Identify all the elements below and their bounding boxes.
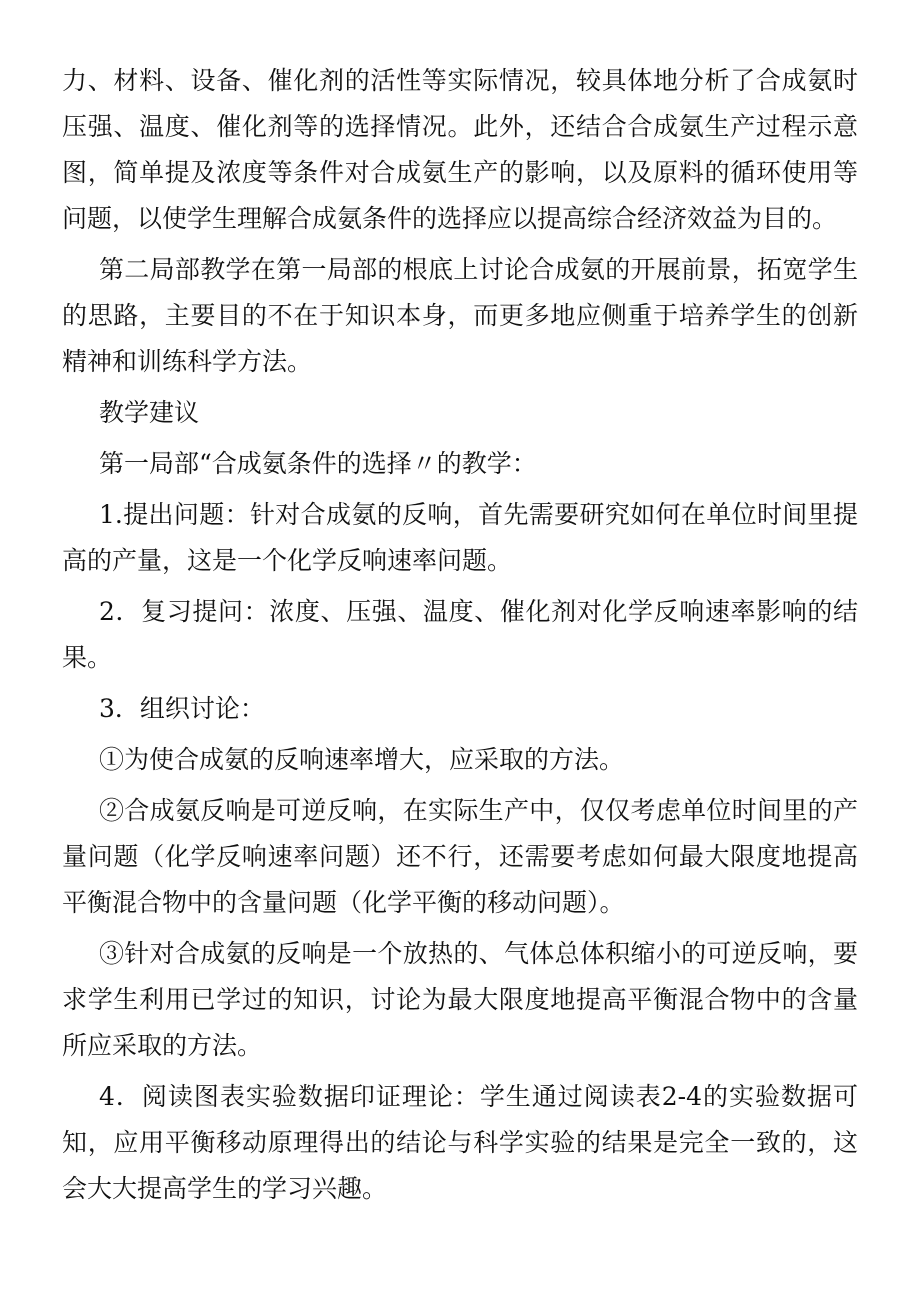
section-heading-teaching-suggestions: 教学建议 — [99, 398, 200, 427]
list-item-4: 4．阅读图表实验数据印证理论：学生通过阅读表2-4的实验数据可知，应用平衡移动原理得出的结论与科学实验的结果是完全一致的，这会大大提高学生的学习兴趣。 — [62, 1082, 858, 1203]
sub-item-circled-2: ②合成氨反响是可逆反响，在实际生产中，仅仅考虑单位时间里的产量问题（化学反响速率问题）还不行，还需要考虑如何最大限度地提高平衡混合物中的含量问题（化学平衡的移动问题）。 — [62, 796, 858, 917]
paragraph-part-two: 第二局部教学在第一局部的根底上讨论合成氨的开展前景，拓宽学生的思路，主要目的不在于知识本身，而更多地应侧重于培养学生的创新精神和训练科学方法。 — [62, 255, 858, 376]
paragraph-continuation: 力、材料、设备、催化剂的活性等实际情况，较具体地分析了合成氨时压强、温度、催化剂等的选择情况。此外，还结合合成氨生产过程示意图，简单提及浓度等条件对合成氨生产的影响，以及原料的循环使用等问题，以使学生理解合成氨条件的选择应以提高综合经济效益为目的。 — [62, 66, 858, 233]
sub-item-circled-3: ③针对合成氨的反响是一个放热的、气体总体积缩小的可逆反响，要求学生利用已学过的知识，讨论为最大限度地提高平衡混合物中的含量所应采取的方法。 — [62, 939, 858, 1060]
list-item-1: 1.提出问题：针对合成氨的反响，首先需要研究如何在单位时间里提高的产量，这是一个化学反响速率问题。 — [62, 500, 858, 575]
sub-item-circled-1: ①为使合成氨的反响速率增大，应采取的方法。 — [99, 745, 625, 774]
list-item-2: 2．复习提问：浓度、压强、温度、催化剂对化学反响速率影响的结果。 — [62, 597, 858, 672]
subheading-part-one: 第一局部“合成氨条件的选择〃的教学： — [99, 449, 537, 478]
list-item-3: 3．组织讨论： — [99, 694, 265, 723]
document-body — [62, 58, 858, 1217]
